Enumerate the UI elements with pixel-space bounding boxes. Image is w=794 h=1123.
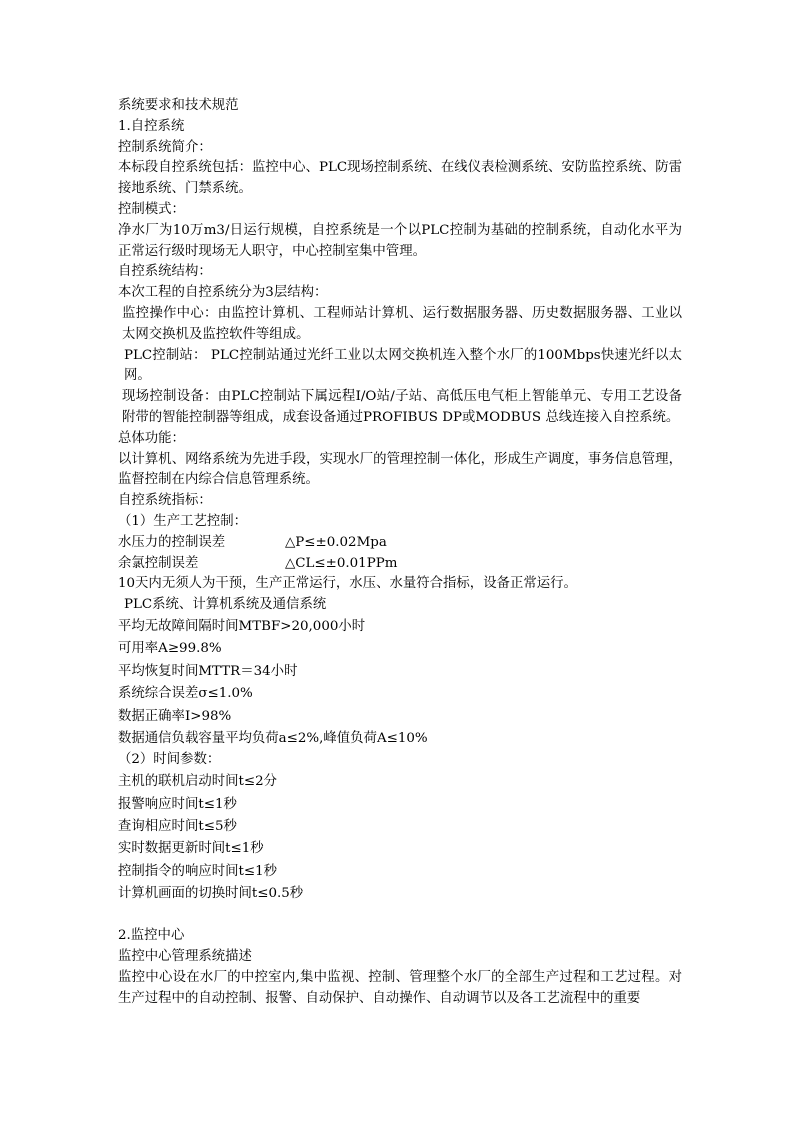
metric-line: 系统综合误差σ≤1.0% (118, 686, 253, 702)
function-label: 总体功能： (118, 430, 185, 446)
spec-value: △CL≤±0.01PPm (285, 555, 398, 571)
index-label: 自控系统指标： (118, 493, 212, 509)
spec-row (118, 554, 682, 575)
structure-plc: PLC控制站： PLC控制站通过光纤工业以太网交换机连入整个水厂的100Mbps快速光纤以太网。 (124, 347, 682, 384)
time-line: 主机的联机启动时间t≤2分 (118, 774, 278, 790)
process-control-label: （1）生产工艺控制： (118, 513, 248, 529)
blank-line (118, 906, 682, 927)
control-mode-label: 控制模式： (118, 201, 185, 217)
spec-label: 水压力的控制误差 (118, 534, 226, 550)
doc-title: 系统要求和技术规范 (118, 98, 239, 113)
time-line: 实时数据更新时间t≤1秒 (118, 841, 264, 857)
spec-label: 余氯控制误差 (118, 555, 199, 571)
structure-label: 自控系统结构： (118, 264, 212, 280)
section-2-text: 监控中心设在水厂的中控室内,集中监视、控制、管理整个水厂的全部生产过程和工艺过程。对生产过程中的自动控制、报警、自动保护、自动操作、自动调节以及各工艺流程中的重要 (118, 969, 682, 1006)
time-line: 查询相应时间t≤5秒 (118, 818, 237, 834)
metric-line: 平均无故障间隔时间MTBF>20,000小时 (118, 618, 366, 634)
unattended-text: 10天内无须人为干预，生产正常运行，水压、水量符合指标，设备正常运行。 (118, 576, 577, 592)
time-line: 报警响应时间t≤1秒 (118, 796, 237, 812)
document-page (118, 96, 682, 1010)
function-text: 以计算机、网络系统为先进手段，实现水厂的管理控制一体化，形成生产调度，事务信息管理，监督控制在内综合信息管理系统。 (118, 451, 682, 488)
section-2-subheading: 监控中心管理系统描述 (118, 949, 252, 965)
time-line: 计算机画面的切换时间t≤0.5秒 (118, 886, 304, 902)
control-mode-text: 净水厂为10万m3/日运行规模，自控系统是一个以PLC控制为基础的控制系统，自动化水平为正常运行级时现场无人职守，中心控制室集中管理。 (118, 222, 682, 259)
section-1-heading: 1.自控系统 (118, 118, 185, 134)
metric-line: 数据通信负载容量平均负荷a≤2%,峰值负荷A≤10% (118, 730, 428, 746)
time-line: 控制指令的响应时间t≤1秒 (118, 863, 278, 879)
plc-system-label: PLC系统、计算机系统及通信系统 (124, 597, 327, 613)
metric-line: 数据正确率I>98% (118, 708, 232, 724)
section-2-heading: 2.监控中心 (118, 928, 185, 944)
structure-center: 监控操作中心：由监控计算机、工程师站计算机、运行数据服务器、历史数据服务器、工业以太网交换机及监控软件等组成。 (122, 305, 682, 342)
control-intro-label: 控制系统简介： (118, 139, 212, 155)
metric-line: 可用率A≥99.8% (118, 641, 222, 657)
spec-value: △P≤±0.02Mpa (285, 534, 387, 550)
metric-line: 平均恢复时间MTTR＝34小时 (118, 663, 298, 679)
control-intro-text: 本标段自控系统包括：监控中心、PLC现场控制系统、在线仪表检测系统、安防监控系统、防雷接地系统、门禁系统。 (118, 160, 682, 197)
spec-row (118, 533, 682, 554)
structure-intro: 本次工程的自控系统分为3层结构： (118, 285, 328, 301)
time-param-label: （2）时间参数： (118, 752, 221, 768)
structure-field: 现场控制设备：由PLC控制站下属远程I/O站/子站、高低压电气柜上智能单元、专用工艺设备附带的智能控制器等组成，成套设备通过PROFIBUS DP或MODBUS 总线连接入自控系统。 (122, 389, 682, 425)
